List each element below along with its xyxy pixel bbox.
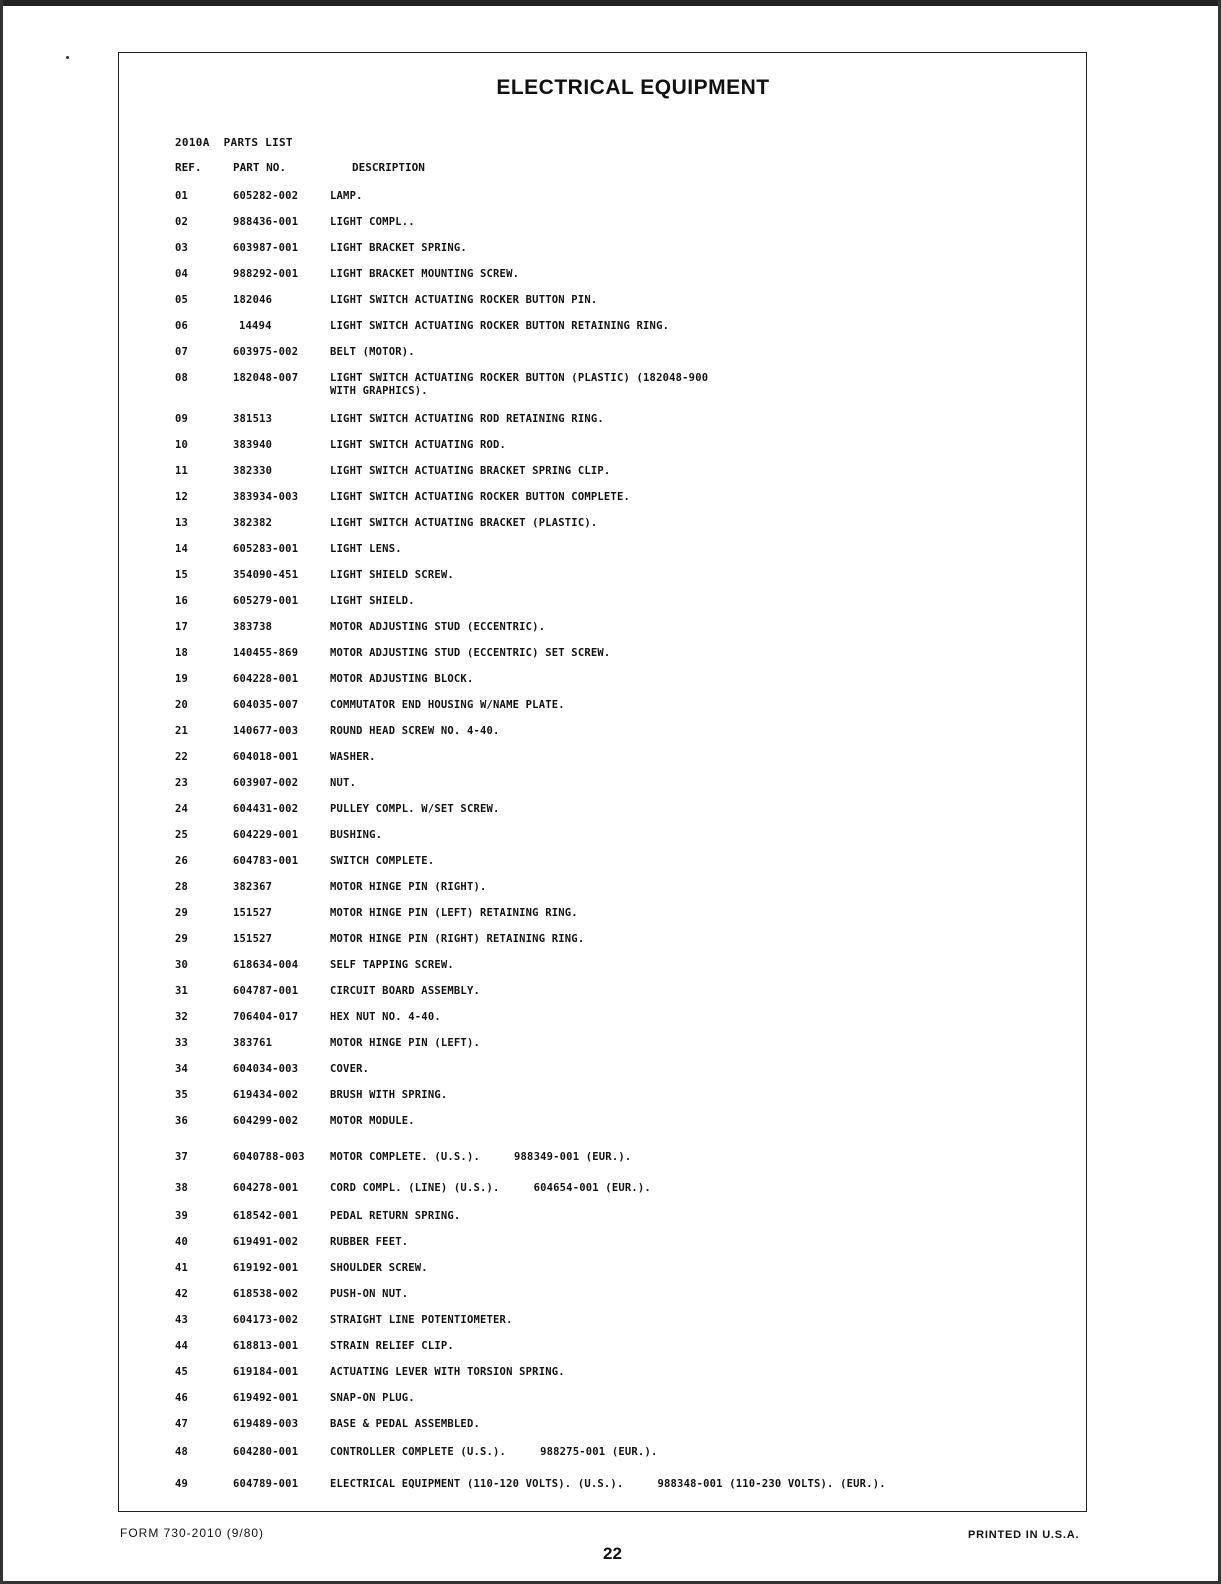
row-description: [330, 1115, 1030, 1128]
row-part-number: 604789-001: [233, 1478, 299, 1490]
row-description: [330, 569, 1030, 582]
row-ref: 20: [175, 699, 189, 711]
row-part-number: 382367: [233, 881, 273, 893]
row-ref: 33: [175, 1037, 189, 1049]
description-text: CIRCUIT BOARD ASSEMBLY.: [330, 985, 480, 997]
row-description: [330, 933, 1030, 946]
row-part-number: 182048-007: [233, 372, 299, 384]
row-description: [330, 1063, 1030, 1076]
row-part-number: 151527: [233, 907, 273, 919]
row-part-number: 383761: [233, 1037, 273, 1049]
row-part-number: 6040788-003: [233, 1151, 305, 1163]
description-text: LIGHT SWITCH ACTUATING BRACKET (PLASTIC).: [330, 517, 598, 529]
row-ref: 07: [175, 346, 189, 358]
margin-dot: [66, 56, 69, 59]
row-part-number: 140677-003: [233, 725, 299, 737]
row-part-number: 382330: [233, 465, 273, 477]
header-description: DESCRIPTION: [352, 161, 425, 174]
row-ref: 12: [175, 491, 189, 503]
row-ref: 30: [175, 959, 189, 971]
row-description: [330, 1182, 1030, 1195]
eur-alternative: 988349-001 (EUR.).: [514, 1151, 632, 1163]
row-description: [330, 216, 1030, 229]
row-description: [330, 439, 1030, 452]
row-ref: 29: [175, 933, 189, 945]
description-text: COVER.: [330, 1063, 370, 1075]
row-part-number: 604229-001: [233, 829, 299, 841]
row-description: [330, 1037, 1030, 1050]
description-text: SWITCH COMPLETE.: [330, 855, 435, 867]
row-description: [330, 803, 1030, 816]
row-part-number: 140455-869: [233, 647, 299, 659]
row-part-number: 988436-001: [233, 216, 299, 228]
description-text: LAMP.: [330, 190, 363, 202]
form-number: FORM 730-2010 (9/80): [120, 1526, 265, 1540]
row-ref: 42: [175, 1288, 189, 1300]
row-description: [330, 673, 1030, 686]
row-description: [330, 465, 1030, 478]
description-text: CORD COMPL. (LINE) (U.S.).: [330, 1182, 500, 1194]
row-description: [330, 1314, 1030, 1327]
description-text: BUSHING.: [330, 829, 383, 841]
description-text: ELECTRICAL EQUIPMENT (110-120 VOLTS). (U.S.).: [330, 1478, 624, 1490]
description-text: BELT (MOTOR).: [330, 346, 415, 358]
row-ref: 35: [175, 1089, 189, 1101]
row-ref: 14: [175, 543, 189, 555]
row-ref: 21: [175, 725, 189, 737]
row-description: [330, 413, 1030, 426]
row-ref: 34: [175, 1063, 189, 1075]
row-ref: 36: [175, 1115, 189, 1127]
row-description: [330, 1366, 1030, 1379]
description-text: SELF TAPPING SCREW.: [330, 959, 454, 971]
row-description: [330, 881, 1030, 894]
row-ref: 40: [175, 1236, 189, 1248]
row-ref: 39: [175, 1210, 189, 1222]
row-description: [330, 777, 1030, 790]
row-part-number: 604783-001: [233, 855, 299, 867]
row-description: [330, 751, 1030, 764]
page-number: 22: [603, 1544, 622, 1563]
row-description: [330, 595, 1030, 608]
row-description: [330, 1236, 1030, 1249]
description-text: MOTOR HINGE PIN (LEFT).: [330, 1037, 480, 1049]
row-ref: 31: [175, 985, 189, 997]
row-description: [330, 959, 1030, 972]
row-description: [330, 1418, 1030, 1431]
row-ref: 13: [175, 517, 189, 529]
description-text: SNAP-ON PLUG.: [330, 1392, 415, 1404]
row-description: [330, 517, 1030, 530]
row-ref: 11: [175, 465, 189, 477]
description-text: ROUND HEAD SCREW NO. 4-40.: [330, 725, 500, 737]
row-part-number: 618538-002: [233, 1288, 299, 1300]
row-part-number: 619492-001: [233, 1392, 299, 1404]
row-part-number: 619184-001: [233, 1366, 299, 1378]
row-ref: 10: [175, 439, 189, 451]
description-text: LIGHT SWITCH ACTUATING ROCKER BUTTON (PLASTIC) (182048-900 WITH GRAPHICS).: [330, 372, 709, 397]
row-description: [330, 1011, 1030, 1024]
row-description: [330, 294, 1030, 307]
row-part-number: 988292-001: [233, 268, 299, 280]
row-part-number: 618813-001: [233, 1340, 299, 1352]
page-title: ELECTRICAL EQUIPMENT: [496, 76, 770, 99]
row-part-number: 603907-002: [233, 777, 299, 789]
row-part-number: 381513: [233, 413, 273, 425]
description-text: MOTOR COMPLETE. (U.S.).: [330, 1151, 480, 1163]
row-part-number: 605283-001: [233, 543, 299, 555]
row-part-number: 604431-002: [233, 803, 299, 815]
row-part-number: 604173-002: [233, 1314, 299, 1326]
row-part-number: 604787-001: [233, 985, 299, 997]
description-text: LIGHT SWITCH ACTUATING ROD RETAINING RING.: [330, 413, 604, 425]
row-description: [330, 320, 1030, 333]
row-ref: 28: [175, 881, 189, 893]
row-ref: 04: [175, 268, 189, 280]
row-ref: 43: [175, 1314, 189, 1326]
row-ref: 17: [175, 621, 189, 633]
row-ref: 02: [175, 216, 189, 228]
printed-in: PRINTED IN U.S.A.: [968, 1529, 1080, 1541]
row-description: [330, 1151, 1030, 1164]
row-ref: 01: [175, 190, 189, 202]
row-part-number: 605279-001: [233, 595, 299, 607]
row-part-number: 604034-003: [233, 1063, 299, 1075]
row-ref: 22: [175, 751, 189, 763]
row-description: [330, 1340, 1030, 1353]
description-text: MOTOR ADJUSTING STUD (ECCENTRIC) SET SCREW.: [330, 647, 611, 659]
description-text: RUBBER FEET.: [330, 1236, 409, 1248]
row-ref: 41: [175, 1262, 189, 1274]
row-part-number: 604228-001: [233, 673, 299, 685]
row-ref: 37: [175, 1151, 189, 1163]
row-description: [330, 1089, 1030, 1102]
row-description: [330, 1392, 1030, 1405]
description-text: STRAIN RELIEF CLIP.: [330, 1340, 454, 1352]
description-text: BRUSH WITH SPRING.: [330, 1089, 448, 1101]
description-text: LIGHT SWITCH ACTUATING ROCKER BUTTON RETAINING RING.: [330, 320, 670, 332]
row-ref: 09: [175, 413, 189, 425]
row-description: [330, 1288, 1030, 1301]
row-part-number: 618542-001: [233, 1210, 299, 1222]
description-text: MOTOR MODULE.: [330, 1115, 415, 1127]
row-description: [330, 907, 1030, 920]
row-description: [330, 699, 1030, 712]
row-description: [330, 372, 1030, 398]
row-part-number: 151527: [233, 933, 273, 945]
description-text: MOTOR HINGE PIN (RIGHT) RETAINING RING.: [330, 933, 585, 945]
description-text: LIGHT SWITCH ACTUATING ROCKER BUTTON COMPLETE.: [330, 491, 630, 503]
description-text: LIGHT SHIELD SCREW.: [330, 569, 454, 581]
description-text: WASHER.: [330, 751, 376, 763]
row-part-number: 603975-002: [233, 346, 299, 358]
row-ref: 29: [175, 907, 189, 919]
row-part-number: 604280-001: [233, 1446, 299, 1458]
description-text: MOTOR ADJUSTING STUD (ECCENTRIC).: [330, 621, 546, 633]
row-description: [330, 1210, 1030, 1223]
description-text: PEDAL RETURN SPRING.: [330, 1210, 461, 1222]
description-text: LIGHT SHIELD.: [330, 595, 415, 607]
row-description: [330, 725, 1030, 738]
description-text: MOTOR ADJUSTING BLOCK.: [330, 673, 474, 685]
row-part-number: 619489-003: [233, 1418, 299, 1430]
row-ref: 16: [175, 595, 189, 607]
parts-list-label: [175, 136, 293, 149]
row-description: [330, 190, 1030, 203]
description-text: BASE & PEDAL ASSEMBLED.: [330, 1418, 480, 1430]
description-text: LIGHT SWITCH ACTUATING BRACKET SPRING CLIP.: [330, 465, 611, 477]
row-ref: 23: [175, 777, 189, 789]
row-description: [330, 985, 1030, 998]
header-part-no: PART NO.: [233, 161, 286, 174]
row-ref: 03: [175, 242, 189, 254]
row-part-number: 706404-017: [233, 1011, 299, 1023]
description-text: LIGHT SWITCH ACTUATING ROCKER BUTTON PIN.: [330, 294, 598, 306]
row-description: [330, 268, 1030, 281]
row-description: [330, 491, 1030, 504]
row-description: [330, 621, 1030, 634]
row-ref: 32: [175, 1011, 189, 1023]
description-text: CONTROLLER COMPLETE (U.S.).: [330, 1446, 507, 1458]
description-text: STRAIGHT LINE POTENTIOMETER.: [330, 1314, 513, 1326]
row-part-number: 383940: [233, 439, 273, 451]
row-ref: 26: [175, 855, 189, 867]
description-text: PULLEY COMPL. W/SET SCREW.: [330, 803, 500, 815]
row-ref: 05: [175, 294, 189, 306]
row-part-number: 605282-002: [233, 190, 299, 202]
eur-alternative: 604654-001 (EUR.).: [533, 1182, 651, 1194]
description-text: MOTOR HINGE PIN (RIGHT).: [330, 881, 487, 893]
row-description: [330, 829, 1030, 842]
description-text: PUSH-ON NUT.: [330, 1288, 409, 1300]
description-text: LIGHT COMPL..: [330, 216, 415, 228]
row-ref: 25: [175, 829, 189, 841]
page-edge-left: [0, 0, 3, 1584]
description-text: COMMUTATOR END HOUSING W/NAME PLATE.: [330, 699, 565, 711]
header-ref: REF.: [175, 161, 202, 174]
row-part-number: 604278-001: [233, 1182, 299, 1194]
row-part-number: 354090-451: [233, 569, 299, 581]
model-number: 2010A: [175, 136, 210, 149]
eur-alternative: 988275-001 (EUR.).: [540, 1446, 658, 1458]
row-ref: 45: [175, 1366, 189, 1378]
row-part-number: 619434-002: [233, 1089, 299, 1101]
row-ref: 48: [175, 1446, 189, 1458]
description-text: HEX NUT NO. 4-40.: [330, 1011, 441, 1023]
row-part-number: 182046: [233, 294, 273, 306]
description-text: LIGHT LENS.: [330, 543, 402, 555]
row-part-number: 382382: [233, 517, 273, 529]
description-text: LIGHT BRACKET SPRING.: [330, 242, 467, 254]
row-part-number: 604299-002: [233, 1115, 299, 1127]
description-text: SHOULDER SCREW.: [330, 1262, 428, 1274]
description-text: LIGHT SWITCH ACTUATING ROD.: [330, 439, 507, 451]
eur-alternative: 988348-001 (110-230 VOLTS). (EUR.).: [657, 1478, 886, 1490]
row-ref: 18: [175, 647, 189, 659]
row-ref: 47: [175, 1418, 189, 1430]
row-description: [330, 1446, 1030, 1459]
row-ref: 08: [175, 372, 189, 384]
row-description: [330, 647, 1030, 660]
row-description: [330, 543, 1030, 556]
row-part-number: 383934-003: [233, 491, 299, 503]
description-text: MOTOR HINGE PIN (LEFT) RETAINING RING.: [330, 907, 578, 919]
row-part-number: 603987-001: [233, 242, 299, 254]
row-part-number: 383738: [233, 621, 273, 633]
row-description: [330, 346, 1030, 359]
top-rule: [0, 0, 1221, 6]
row-ref: 15: [175, 569, 189, 581]
description-text: NUT.: [330, 777, 357, 789]
row-part-number: 604035-007: [233, 699, 299, 711]
row-part-number: 619192-001: [233, 1262, 299, 1274]
row-part-number: 14494: [239, 320, 272, 332]
row-part-number: 604018-001: [233, 751, 299, 763]
list-label: PARTS LIST: [223, 136, 293, 149]
row-ref: 38: [175, 1182, 189, 1194]
row-ref: 24: [175, 803, 189, 815]
row-ref: 49: [175, 1478, 189, 1490]
row-part-number: 618634-004: [233, 959, 299, 971]
row-ref: 46: [175, 1392, 189, 1404]
row-ref: 44: [175, 1340, 189, 1352]
row-description: [330, 242, 1030, 255]
description-text: LIGHT BRACKET MOUNTING SCREW.: [330, 268, 520, 280]
row-part-number: 619491-002: [233, 1236, 299, 1248]
row-description: [330, 1262, 1030, 1275]
row-ref: 06: [175, 320, 189, 332]
description-text: ACTUATING LEVER WITH TORSION SPRING.: [330, 1366, 565, 1378]
row-description: [330, 1478, 1030, 1491]
row-ref: 19: [175, 673, 189, 685]
row-description: [330, 855, 1030, 868]
